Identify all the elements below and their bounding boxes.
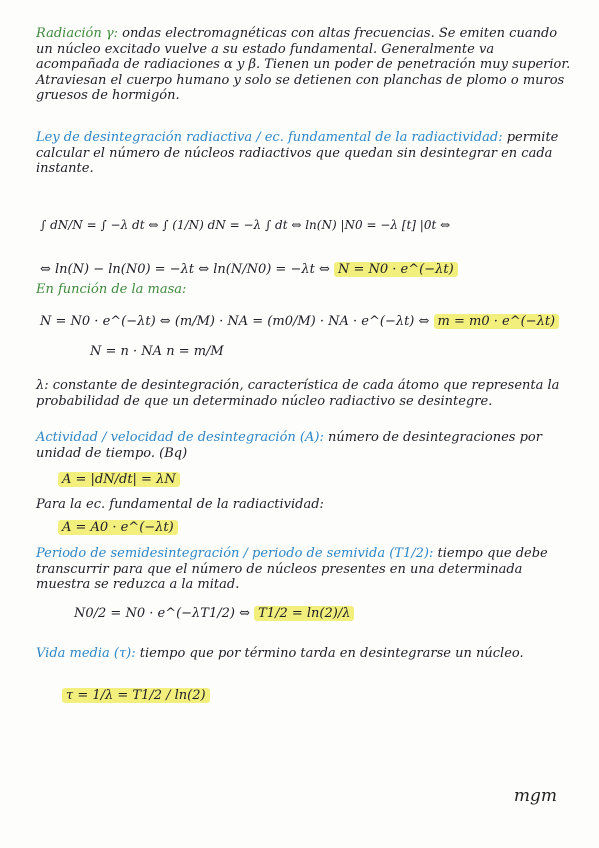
moles-equation: N = n · NA n = m/M: [90, 344, 224, 359]
log-equation: [40, 262, 458, 277]
activity-title: Actividad / velocidad de desintegración (A):: [36, 430, 324, 445]
signature: mgm: [513, 786, 557, 806]
law-section: [36, 130, 576, 177]
law-text: permite calcular el número de núcleos radiactivos que quedan sin desintegrar en cada instante.: [36, 130, 559, 176]
mean-life-text: tiempo que por término tarda en desintegrarse un núcleo.: [139, 646, 524, 661]
activity-highlight: A = |dN/dt| = λN: [58, 472, 180, 487]
half-life-steps: N0/2 = N0 · e^(−λT1/2) ⇔: [74, 606, 250, 621]
half-life-highlight: T1/2 = ln(2)/λ: [254, 606, 354, 621]
activity-section: [36, 430, 576, 461]
mass-title: En función de la masa:: [36, 282, 187, 297]
mass-steps: N = N0 · e^(−λt) ⇔ (m/M) · NA = (m0/M) · NA · e^(−λt) ⇔: [40, 314, 430, 329]
mean-life-section: [36, 646, 576, 662]
mean-life-title: Vida media (τ):: [36, 646, 136, 661]
fundamental-text: Para la ec. fundamental de la radiactividad:: [36, 497, 324, 512]
mass-law-highlight: m = m0 · e^(−λt): [434, 314, 560, 329]
mean-life-highlight: τ = 1/λ = T1/2 / ln(2): [62, 688, 210, 703]
gamma-section: [36, 26, 576, 104]
law-title: Ley de desintegración radiactiva / ec. fundamental de la radiactividad:: [36, 130, 503, 145]
integral-equation: ∫ dN/N = ∫ −λ dt ⇔ ∫ (1/N) dN = −λ ∫ dt ⇔ ln(N) |N0 = −λ [t] |0t ⇔: [40, 218, 451, 232]
half-life-equation: [74, 606, 354, 621]
mass-equation: [40, 314, 559, 329]
decay-law-highlight: N = N0 · e^(−λt): [334, 262, 458, 277]
half-life-title: Periodo de semidesintegración / periodo de semivida (T1/2):: [36, 546, 434, 561]
log-steps: ⇔ ln(N) − ln(N0) = −λt ⇔ ln(N/N0) = −λt ⇔: [40, 262, 330, 277]
lambda-definition: λ: constante de desintegración, característica de cada átomo que representa la probabilidad de que un determinado núcleo radiactivo se desintegre.: [36, 378, 560, 409]
gamma-title: Radiación γ:: [36, 26, 118, 41]
half-life-text: tiempo que debe transcurrir para que el número de núcleos presentes en una determinada muestra se reduzca a la mitad.: [36, 546, 548, 592]
activity-text: número de desintegraciones por unidad de tiempo. (Bq): [36, 430, 542, 461]
gamma-text: ondas electromagnéticas con altas frecuencias. Se emiten cuando un núcleo excitado vuelve a su estado fundamental. Generalmente va acompañada de radiaciones α y β. Tienen un poder de penetración muy superior. Atraviesan el cuerpo humano y solo se detienen con planchas de plomo o muros gruesos de hormigón.: [36, 26, 571, 103]
mean-life-equation: [62, 688, 210, 703]
activity-fund-highlight: A = A0 · e^(−λt): [58, 520, 178, 535]
activity-fund-equation: [58, 520, 178, 535]
activity-equation: [58, 472, 180, 487]
half-life-section: [36, 546, 576, 593]
